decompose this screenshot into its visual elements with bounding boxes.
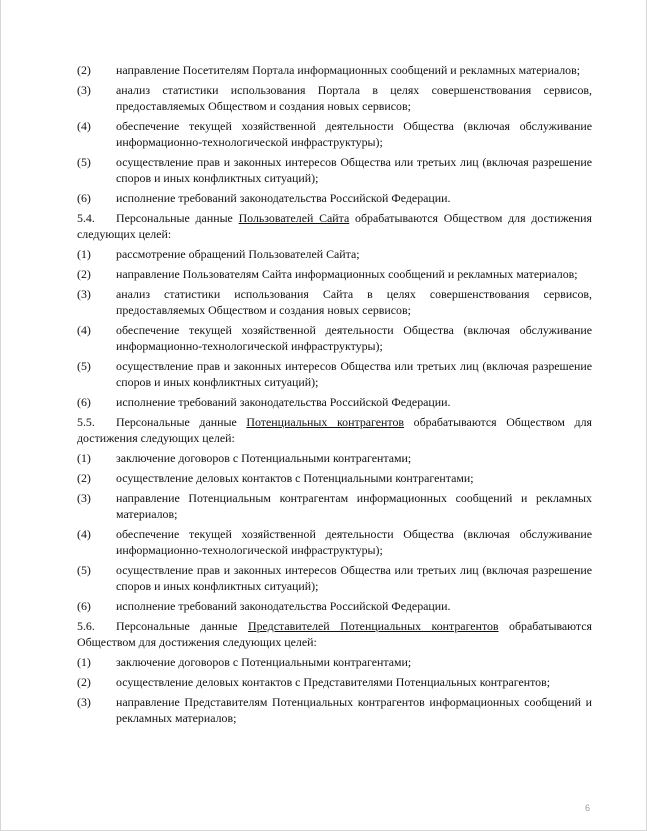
- section-5-5-heading: 5.5. Персональные данные Потенциальных контрагентов обрабатываются Обществом для достижения следующих целей:: [77, 415, 592, 445]
- list-item: (3) направление Потенциальным контрагентам информационных сообщений и рекламных материалов;: [77, 491, 592, 521]
- list-item: (2) осуществление деловых контактов с Потенциальными контрагентами;: [77, 471, 474, 485]
- list-item: (6) исполнение требований законодательства Российской Федерации.: [77, 599, 451, 613]
- list-item: (2) осуществление деловых контактов с Представителями Потенциальных контрагентов;: [77, 675, 551, 689]
- page-number: 6: [584, 803, 590, 813]
- list-item: (2) направление Посетителям Портала информационных сообщений и рекламных материалов;: [77, 63, 581, 77]
- section-subject: Потенциальных контрагентов: [246, 415, 405, 429]
- list-item: (1) рассмотрение обращений Пользователей Сайта;: [77, 247, 360, 261]
- list-item: (5) осуществление прав и законных интересов Общества или третьих лиц (включая разрешение споров и иных конфликтных ситуаций);: [77, 563, 592, 593]
- list-item: (5) осуществление прав и законных интересов Общества или третьих лиц (включая разрешение споров и иных конфликтных ситуаций);: [77, 155, 592, 185]
- page-content: [77, 62, 592, 730]
- list-item: (3) анализ статистики использования Сайта в целях совершенствования сервисов, предоставляемых Обществом и создания новых сервисов;: [77, 287, 592, 317]
- list-block-5-5: [77, 450, 592, 614]
- list-block-5-4: [77, 246, 592, 410]
- list-item: (6) исполнение требований законодательства Российской Федерации.: [77, 191, 451, 205]
- list-item: (4) обеспечение текущей хозяйственной деятельности Общества (включая обслуживание информационно-технологической инфраструктуры);: [77, 323, 592, 353]
- list-item: (3) направление Представителям Потенциальных контрагентов информационных сообщений и рекламных материалов;: [77, 695, 592, 725]
- section-subject: Пользователей Сайта: [238, 211, 350, 225]
- list-item: (5) осуществление прав и законных интересов Общества или третьих лиц (включая разрешение споров и иных конфликтных ситуаций);: [77, 359, 592, 389]
- list-item: (6) исполнение требований законодательства Российской Федерации.: [77, 395, 451, 409]
- list-block-5-6: [77, 654, 592, 726]
- list-block-1: [77, 62, 592, 206]
- list-item: (2) направление Пользователям Сайта информационных сообщений и рекламных материалов;: [77, 267, 578, 281]
- section-5-6-heading: 5.6. Персональные данные Представителей Потенциальных контрагентов обрабатываются Обществом для достижения следующих целей:: [77, 619, 592, 649]
- section-5-4-heading: 5.4. Персональные данные Пользователей Сайта обрабатываются Обществом для достижения следующих целей:: [77, 211, 592, 241]
- section-subject: Представителей Потенциальных контрагентов: [248, 619, 499, 633]
- list-item: (4) обеспечение текущей хозяйственной деятельности Общества (включая обслуживание информационно-технологической инфраструктуры);: [77, 527, 592, 557]
- list-item: (1) заключение договоров с Потенциальными контрагентами;: [77, 451, 412, 465]
- list-item: (1) заключение договоров с Потенциальными контрагентами;: [77, 655, 412, 669]
- list-item: (4) обеспечение текущей хозяйственной деятельности Общества (включая обслуживание информационно-технологической инфраструктуры);: [77, 119, 592, 149]
- list-item: (3) анализ статистики использования Портала в целях совершенствования сервисов, предоставляемых Обществом и создания новых сервисов;: [77, 83, 592, 113]
